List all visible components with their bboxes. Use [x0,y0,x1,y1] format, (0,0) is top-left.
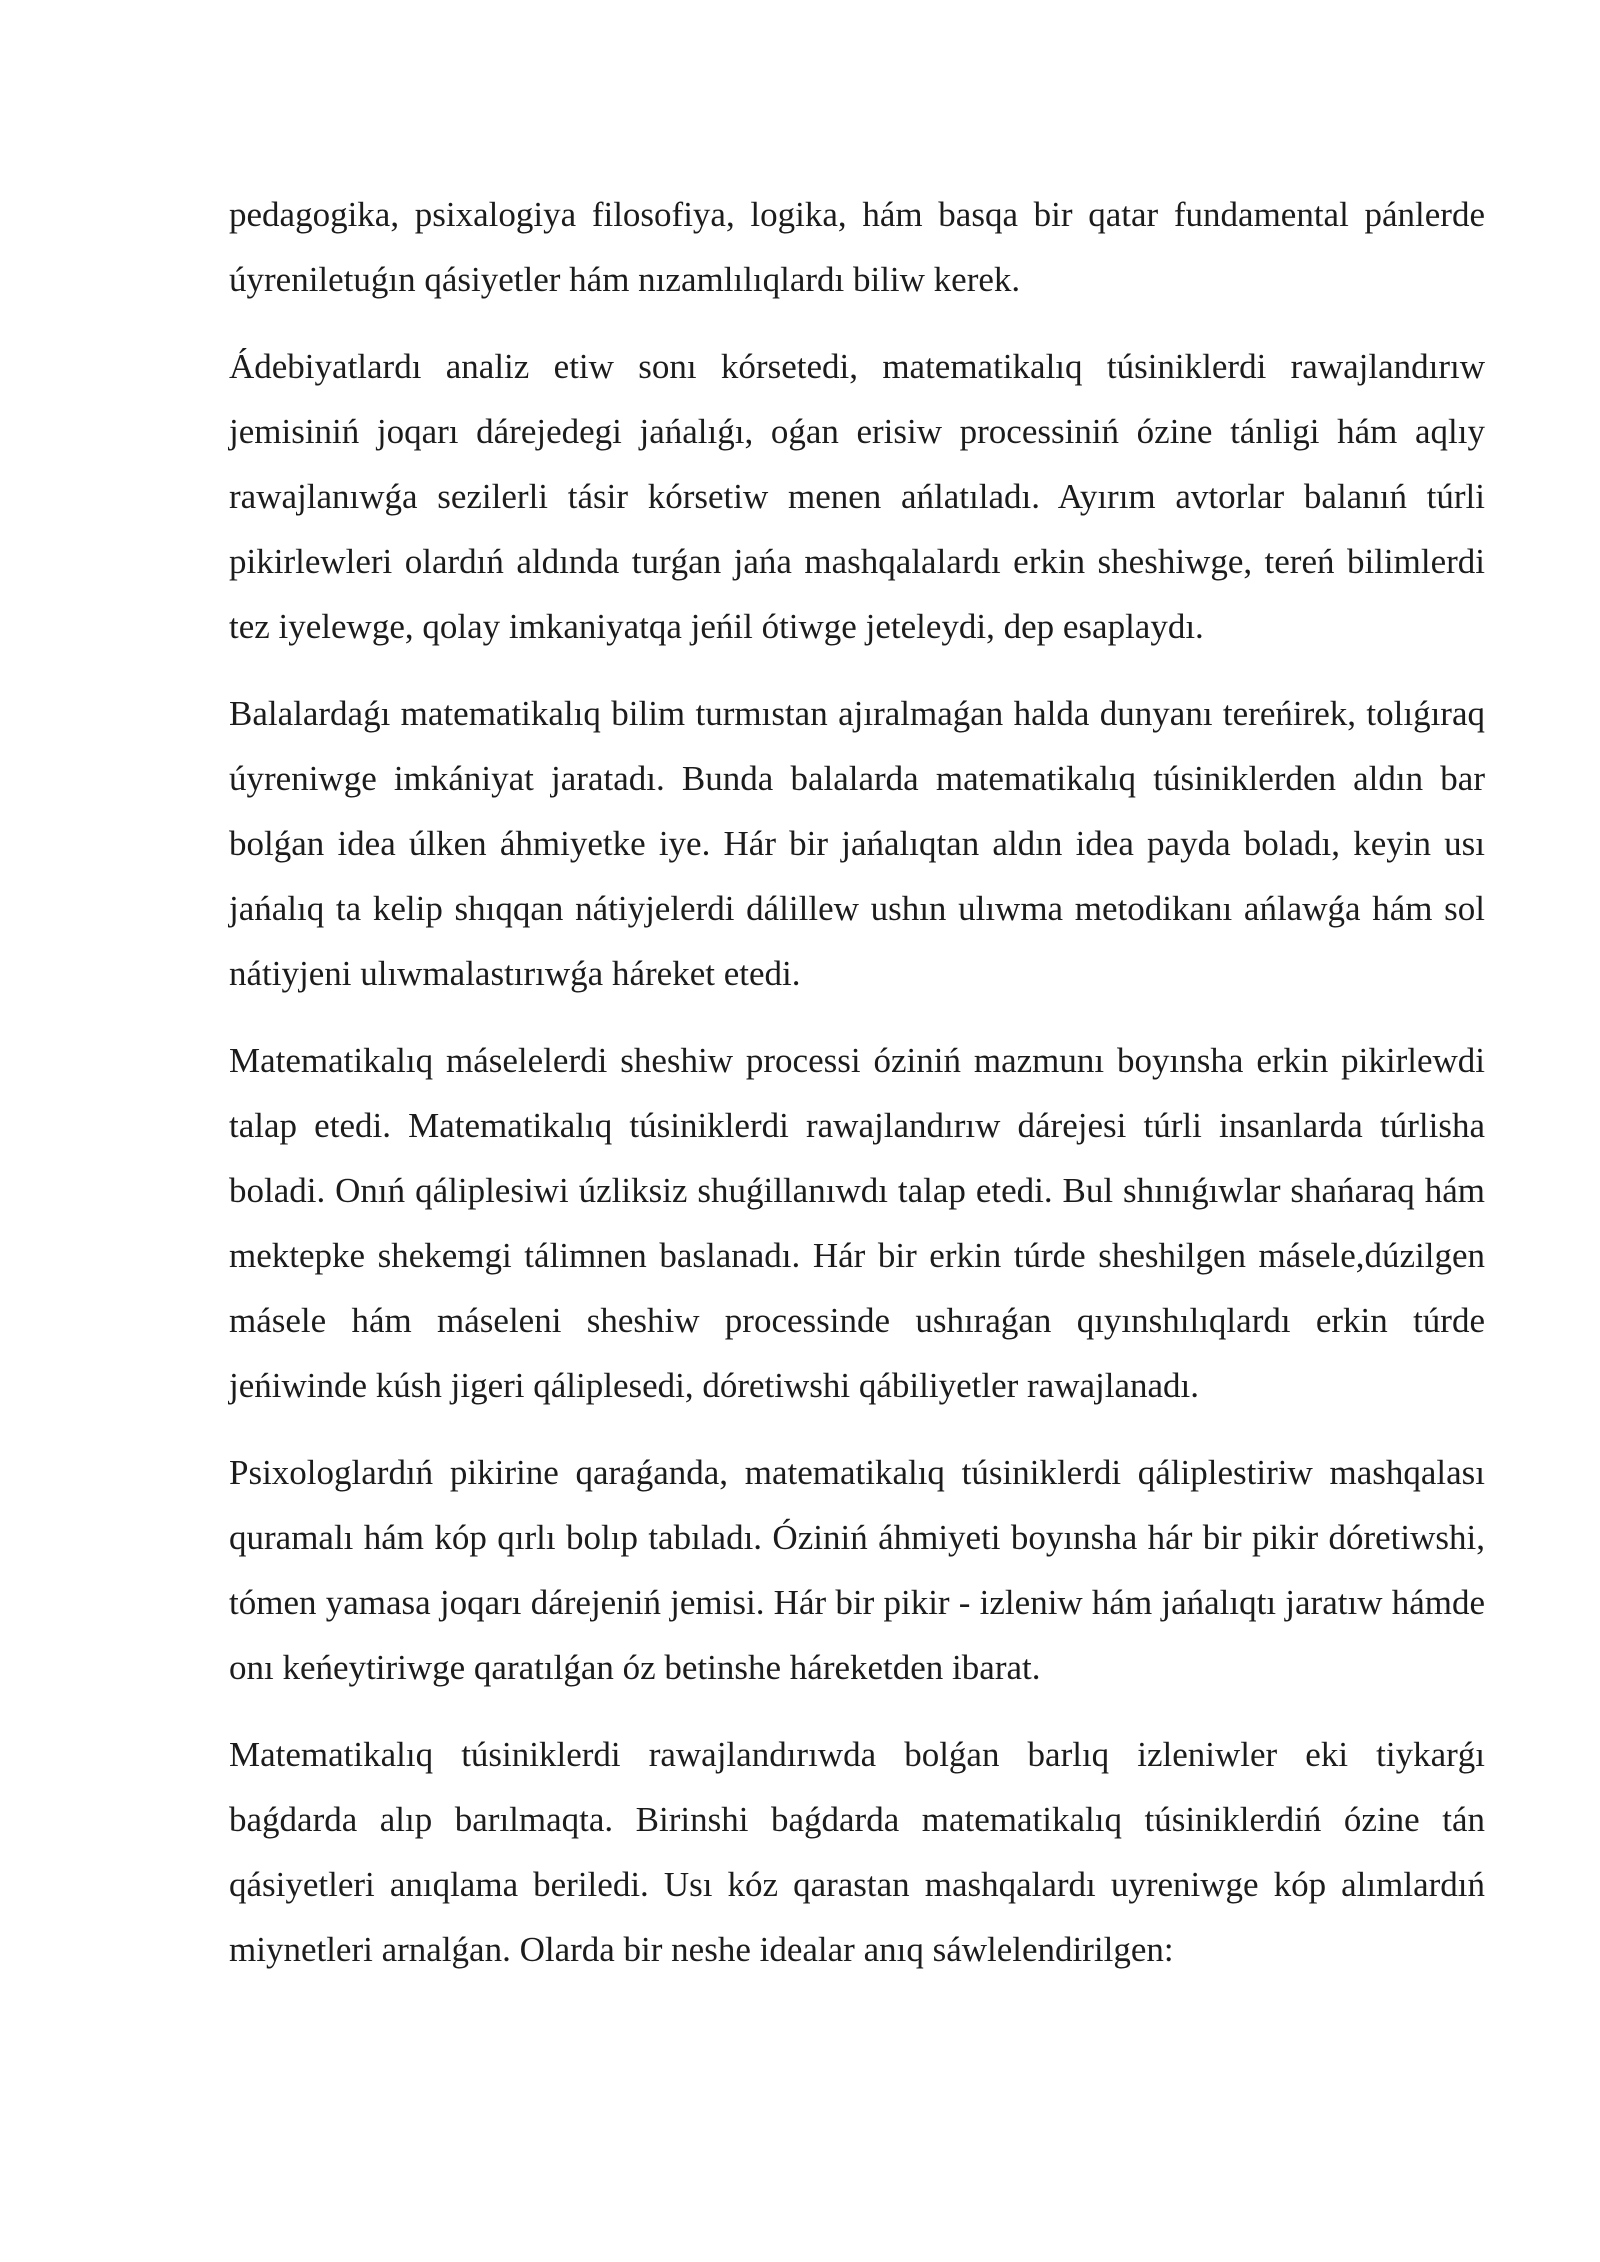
paragraph-3: Balalardaǵı matematikalıq bilim turmıstan ajıralmaǵan halda dunyanı tereńirek, tolıǵıraq úyreniwge imkániyat jaratadı. Bunda balalarda matematikalıq túsiniklerden aldın bar bolǵan idea úlken áhmiyetke iye. Hár bir jańalıqtan aldın idea payda boladı, keyin usı jańalıq ta kelip shıqqan nátiyjelerdi dálillew ushın ulıwma metodikanı ańlawǵa hám sol nátiyjeni ulıwmalastırıwǵa háreket etedi. [229,694,1485,993]
paragraph-1: pedagogika, psixalogiya filosofiya, logika, hám basqa bir qatar fundamental pánlerde úyreniletuǵın qásiyetler hám nızamlılıqlardı biliw kerek. [229,195,1485,299]
text-body [229,182,1485,2004]
paragraph-2: Ádebiyatlardı analiz etiw sonı kórsetedi, matematikalıq túsiniklerdi rawajlandırıw jemisiniń joqarı dárejedegi jańalıǵı, oǵan erisiw processiniń ózine tánligi hám aqlıy rawajlanıwǵa sezilerli tásir kórsetiw menen ańlatıladı. Ayırım avtorlar balanıń túrli pikirlewleri olardıń aldında turǵan jańa mashqalalardı erkin sheshiwge, tereń bilimlerdi tez iyelewge, qolay imkaniyatqa jeńil ótiwge jeteleydi, dep esaplaydı. [229,347,1485,646]
paragraph-5: Psixologlardıń pikirine qaraǵanda, matematikalıq túsiniklerdi qáliplestiriw mashqalası quramalı hám kóp qırlı bolıp tabıladı. Óziniń áhmiyeti boyınsha hár bir pikir dóretiwshi, tómen yamasa joqarı dárejeniń jemisi. Hár bir pikir - izleniw hám jańalıqtı jaratıw hámde onı keńeytiriwge qaratılǵan óz betinshe háreketden ibarat. [229,1453,1485,1687]
paragraph-6: Matematikalıq túsiniklerdi rawajlandırıwda bolǵan barlıq izleniwler eki tiykarǵı baǵdarda alıp barılmaqta. Birinshi baǵdarda matematikalıq túsiniklerdiń ózine tán qásiyetleri anıqlama beriledi. Usı kóz qarastan mashqalardı uyreniwge kóp alımlardıń miynetleri arnalǵan. Olarda bir neshe idealar anıq sáwlelendirilgen: [229,1735,1485,1969]
paragraph-4: Matematikalıq máselelerdi sheshiw processi óziniń mazmunı boyınsha erkin pikirlewdi talap etedi. Matematikalıq túsiniklerdi rawajlandırıw dárejesi túrli insanlarda túrlisha boladi. Onıń qáliplesiwi úzliksiz shuǵillanıwdı talap etedi. Bul shınıǵıwlar shańaraq hám mektepke shekemgi tálimnen baslanadı. Hár bir erkin túrde sheshilgen másele,dúzilgen másele hám máseleni sheshiw processinde ushıraǵan qıyınshılıqlardı erkin túrde jeńiwinde kúsh jigeri qáliplesedi, dóretiwshi qábiliyetler rawajlanadı. [229,1041,1485,1405]
